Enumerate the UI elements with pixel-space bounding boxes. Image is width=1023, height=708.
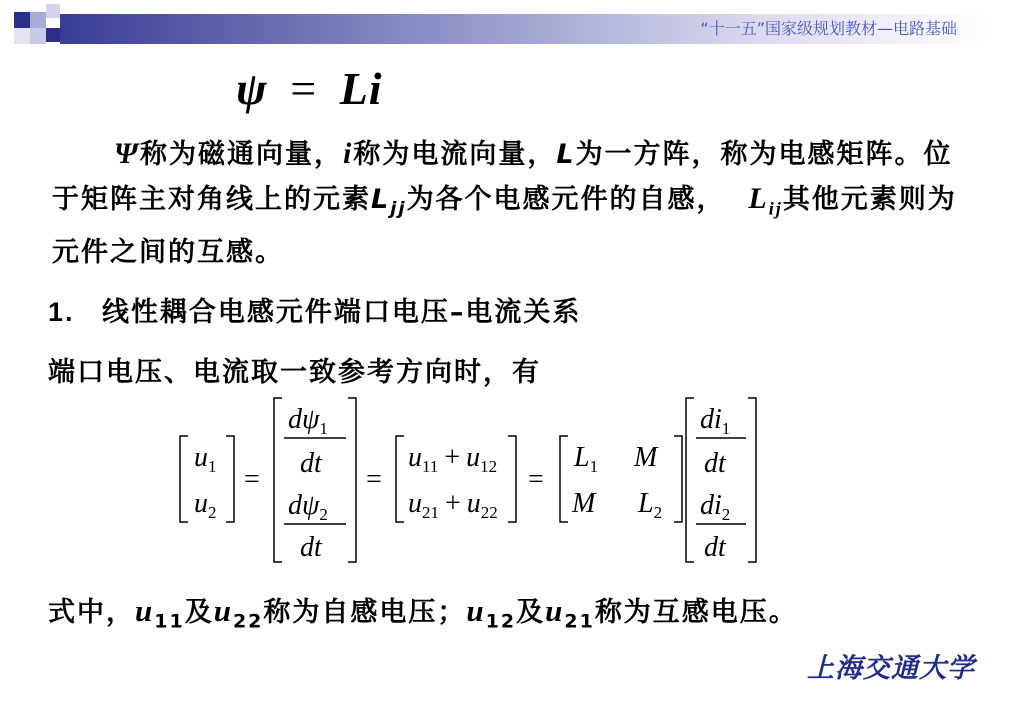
di2: $di_2$ [700,490,731,524]
para-text-5: 其他元素则为元件之间的互感。 [52,184,957,269]
bracket-usum-right [508,436,516,522]
di1: $di_1$ [700,404,731,438]
para-text-1: 称为磁通向量， [140,139,343,170]
M-top: M [634,442,658,473]
dpsi2: $d\psi_2$ [288,490,328,524]
dt-4: dt [704,532,726,563]
bracket-L-left [560,436,568,522]
dpsi1: $d\psi_1$ [288,404,328,438]
u11-plus-u12: $u_{11} + u_{12}$ [408,442,498,476]
bracket-dpsi-left [274,398,282,562]
para-text-4: 为各个电感元件的自感， [406,184,726,215]
course-title: “十一五”国家级规划教材—电路基础 [700,19,957,38]
u1: $u_1$ [194,442,217,476]
formula-lhs: ψ [236,63,268,114]
dt-2: dt [300,532,322,563]
psi-symbol: Ψ [114,137,140,170]
u11-base: u [135,593,155,628]
eq-3: = [528,464,544,495]
bottom-end: 称为互感电压。 [594,597,798,628]
explanation-paragraph [52,132,972,275]
u22-base: u [213,593,233,628]
u22-sub: 22 [232,610,264,633]
u12-sub: 12 [485,610,517,633]
formula-eq: = [290,63,318,114]
section-title: 线性耦合电感元件端口电压–电流关系 [101,297,582,328]
para-text-2: 称为电流向量， [353,139,557,170]
bracket-u-right [226,436,234,522]
Lij-sub: ij [768,198,783,219]
bottom-explanation [48,590,798,632]
bracket-L-right [674,436,682,522]
section-heading [48,290,581,329]
u2: $u_2$ [194,488,217,522]
M-bottom: M [572,488,596,519]
matrix-equation [170,392,770,568]
main-formula [236,62,383,115]
eq-1: = [244,464,260,495]
bracket-u-left [180,436,188,522]
bracket-di-left [686,398,694,562]
L2: $L_2$ [638,488,663,522]
bottom-mid: 称为自感电压； [263,597,467,628]
bracket-usum-left [396,436,404,522]
intro-line: 端口电压、电流取一致参考方向时，有 [48,357,541,388]
dt-1: dt [300,448,322,479]
Ljj-sub: jj [390,198,407,220]
section-number: 1. [48,297,75,327]
u21-plus-u22: $u_{21} + u_{22}$ [408,488,498,522]
Lij-base: L [748,182,769,215]
bottom-prefix: 式中， [48,597,135,628]
eq-2: = [366,464,382,495]
i-symbol: i [343,137,354,170]
u11-sub: 11 [154,610,185,633]
Ljj-base: L [371,184,391,215]
L1: $L_1$ [574,442,599,476]
formula-rhs: Li [339,63,383,114]
L-symbol: L [556,139,576,170]
u12-base: u [466,593,486,628]
bracket-di-right [748,398,756,562]
para-text-3: 为一方阵，称为电感矩阵。位于矩阵主对角线上的元素 [52,139,953,215]
university-logo: 上海交通大学 [807,653,975,684]
u21-sub: 21 [564,610,595,633]
and-2: 及 [516,597,546,628]
dt-3: dt [704,448,726,479]
and-1: 及 [184,597,214,628]
u21-base: u [545,593,565,628]
bracket-dpsi-right [348,398,356,562]
